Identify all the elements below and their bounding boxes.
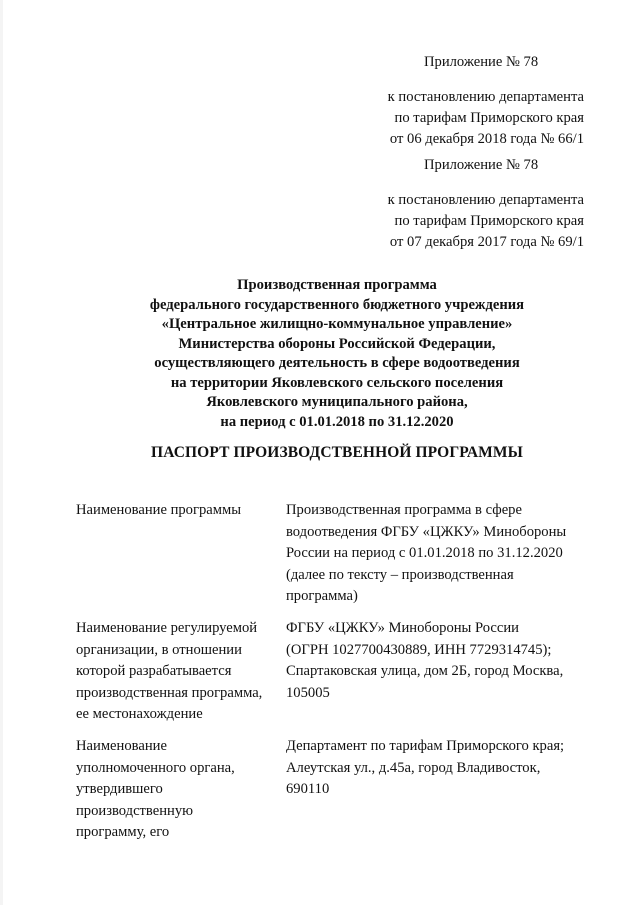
heading-line: осуществляющего деятельность в сфере водоотведения [154,355,520,371]
heading-line: Министерства обороны Российской Федерации, [178,335,496,352]
label-line: организации, в отношении [76,641,242,658]
label-line: программу, его [76,824,170,841]
row-label [76,500,281,522]
heading-line: Производственная программа [237,277,437,293]
value-line: (ОГРН 1027700430889, ИНН 7729314745); [286,641,552,658]
value-line: водоотведения ФГБУ «ЦЖКУ» Минобороны [286,523,567,540]
row-label [76,736,281,844]
value-line: (далее по тексту – производственная [286,566,514,583]
value-line: программа) [286,588,358,605]
value-line: Производственная программа в сфере [286,502,522,518]
attachment-2-title: Приложение № 78 [424,157,539,173]
row-value [286,618,596,704]
heading-line: на территории Яковлевского сельского поселения [170,374,504,391]
attachment-2-line: к постановлению департамента [387,192,584,208]
value-line: России на период с 01.01.2018 по 31.12.2020 [286,545,563,562]
value-line: Спартаковская улица, дом 2Б, город Москва, [286,663,564,680]
attachment-1-line: к постановлению департамента [387,89,584,105]
heading-line: федерального государственного бюджетного учреждения [149,296,525,313]
value-line: ФГБУ «ЦЖКУ» Минобороны России [286,620,519,636]
row-label [76,618,281,726]
heading-line: Яковлевского муниципального района, [206,394,468,410]
label-line: производственная программа, [76,684,263,701]
row-value [286,736,596,801]
value-line: Алеутская ул., д.45а, город Владивосток, [286,759,541,776]
attachment-1-reference [388,87,584,150]
attachment-1-line: по тарифам Приморского края [394,110,584,126]
label-line: Наименование программы [76,502,242,518]
heading-line: «Центральное жилищно-коммунальное управление» [161,316,513,332]
label-line: утвердившего [76,781,163,798]
value-line: Департамент по тарифам Приморского края; [286,738,565,754]
attachment-1-title: Приложение № 78 [424,54,539,70]
attachment-2-line: от 07 декабря 2017 года № 69/1 [389,234,584,250]
row-value [286,500,596,608]
label-line: которой разрабатывается [76,663,232,680]
heading-line: на период с 01.01.2018 по 31.12.2020 [220,413,454,430]
value-line: 105005 [286,684,330,701]
label-line: производственную [76,802,194,819]
label-line: уполномоченного органа, [76,759,235,776]
attachment-1-line: от 06 декабря 2018 года № 66/1 [389,131,584,147]
attachment-2-line: по тарифам Приморского края [394,213,584,229]
attachment-2-reference [388,190,584,253]
label-line: Наименование регулируемой [76,620,258,636]
passport-title: ПАСПОРТ ПРОИЗВОДСТВЕННОЙ ПРОГРАММЫ [151,444,523,461]
value-line: 690110 [286,781,330,798]
label-line: ее местонахождение [76,706,203,723]
label-line: Наименование [76,738,167,754]
program-heading [0,276,640,432]
